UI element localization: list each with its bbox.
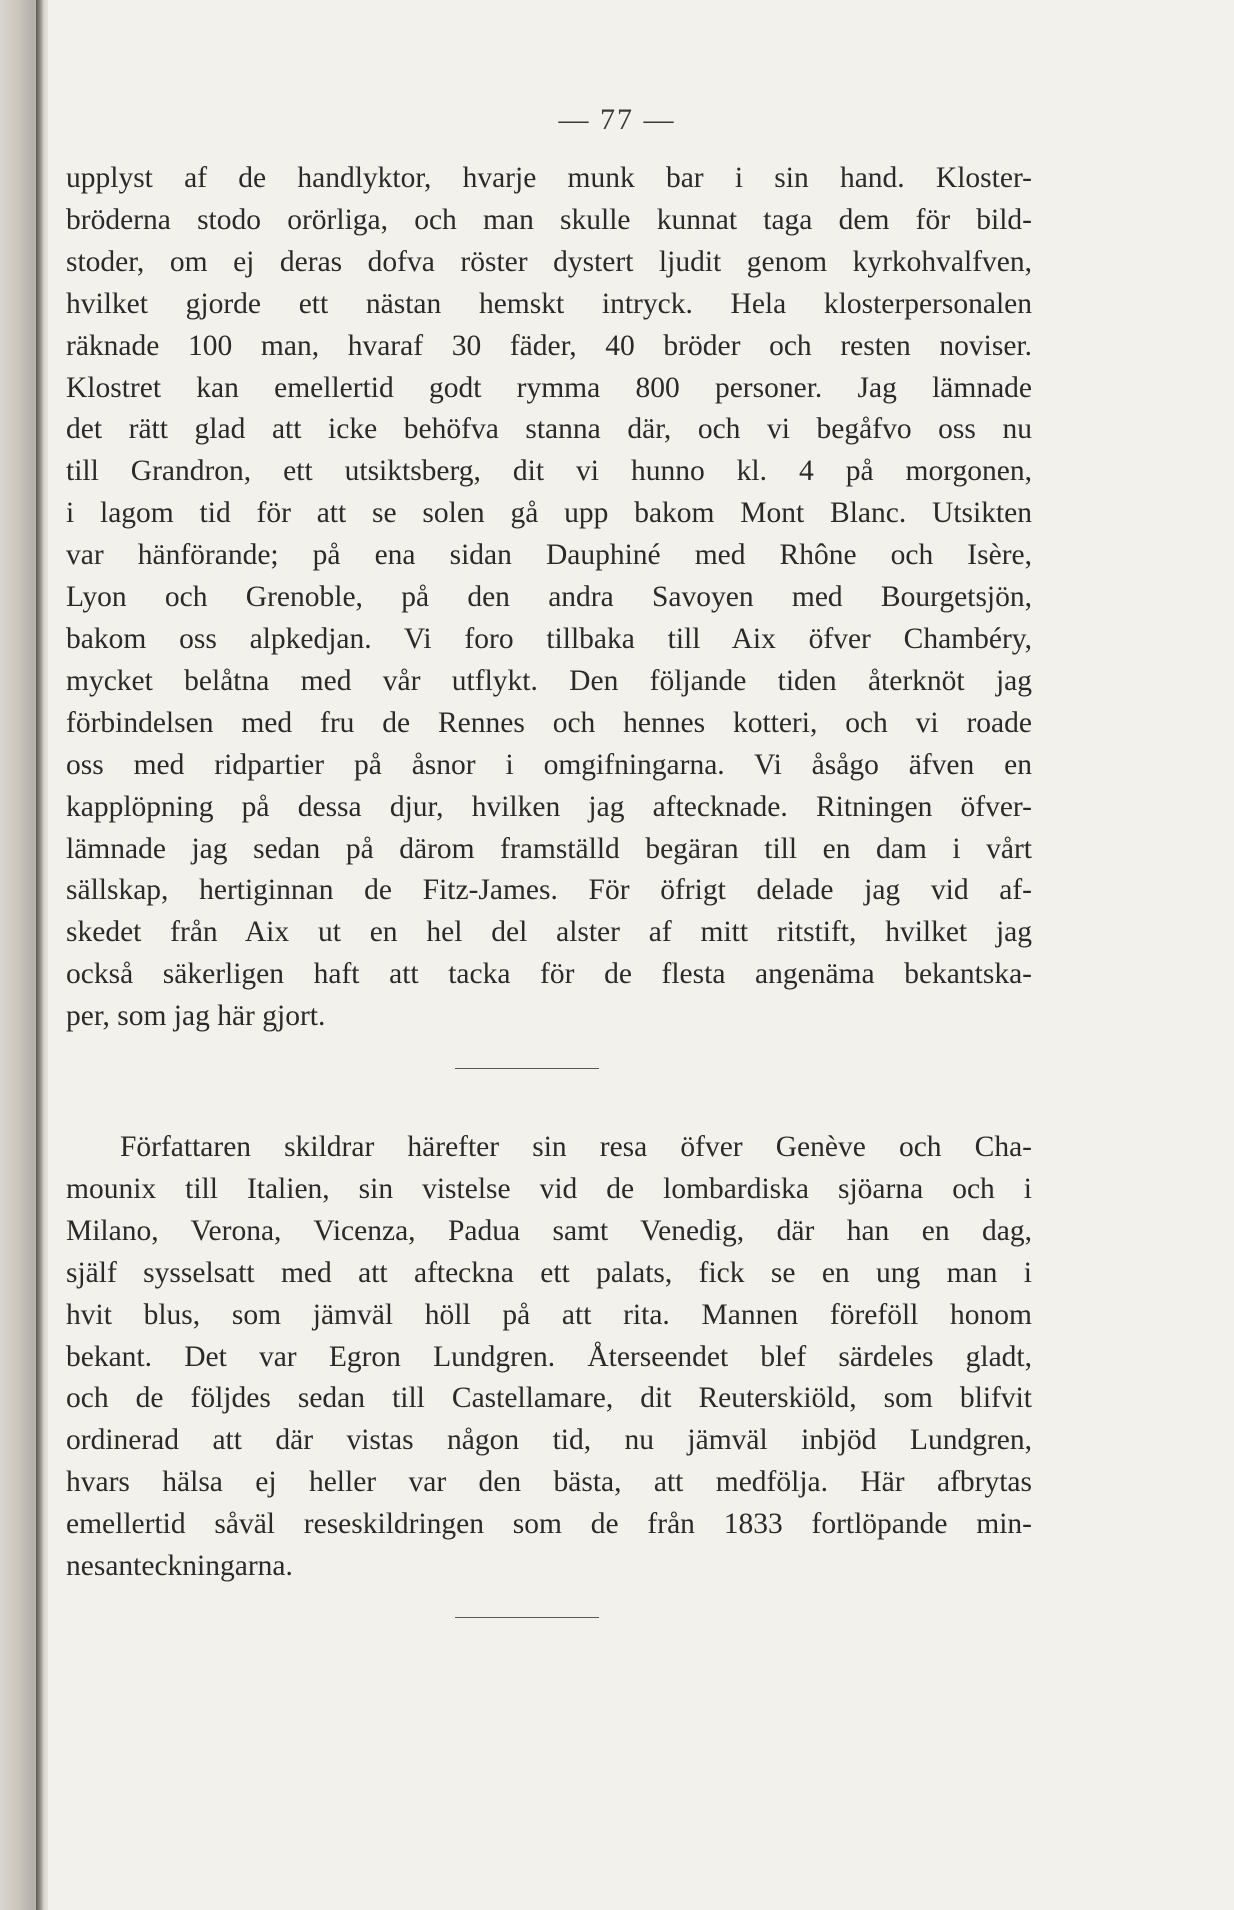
text-line: också säkerligen haft att tacka för de flesta angenäma bekantska-	[66, 958, 1032, 991]
text-line: till Grandron, ett utsiktsberg, dit vi hunno kl. 4 på morgonen,	[66, 455, 1032, 488]
text-line: emellertid såväl reseskildringen som de från 1833 fortlöpande min-	[66, 1508, 1032, 1541]
text-line: Milano, Verona, Vicenza, Padua samt Venedig, där han en dag,	[66, 1214, 1032, 1247]
text-line: oss med ridpartier på åsnor i omgifningarna. Vi åsågo äfven en	[66, 748, 1032, 781]
text-line: var hänförande; på ena sidan Dauphiné med Rhône och Isère,	[66, 539, 1032, 572]
text-line: det rätt glad att icke behöfva stanna där, och vi begåfvo oss nu	[66, 413, 1032, 446]
text-line: hvit blus, som jämväl höll på att rita. Mannen föreföll honom	[66, 1298, 1032, 1331]
text-line: Klostret kan emellertid godt rymma 800 personer. Jag lämnade	[66, 371, 1032, 404]
text-line: per, som jag här gjort.	[66, 1000, 326, 1033]
text-line: bakom oss alpkedjan. Vi foro tillbaka till Aix öfver Chambéry,	[66, 622, 1032, 655]
text-line: skedet från Aix ut en hel del alster af mitt ritstift, hvilket jag	[66, 916, 1032, 949]
text-line: hvars hälsa ej heller var den bästa, att medfölja. Här afbrytas	[66, 1466, 1032, 1499]
text-line: bröderna stodo orörliga, och man skulle kunnat taga dem för bild-	[66, 203, 1032, 236]
text-line: själf sysselsatt med att afteckna ett palats, fick se en ung man i	[66, 1256, 1032, 1289]
main-paragraph	[66, 158, 1032, 1038]
text-line: kapplöpning på dessa djur, hvilken jag aftecknade. Ritningen öfver-	[66, 790, 1032, 823]
text-line: upplyst af de handlyktor, hvarje munk bar i sin hand. Kloster-	[66, 162, 1032, 194]
text-line: bekant. Det var Egron Lundgren. Återseendet blef särdeles gladt,	[66, 1340, 1032, 1373]
text-line: mounix till Italien, sin vistelse vid de lombardiska sjöarna och i	[66, 1172, 1032, 1205]
text-line: Författaren skildrar härefter sin resa öfver Genève och Cha-	[120, 1131, 1032, 1163]
editor-note-paragraph	[66, 1127, 1032, 1588]
section-divider	[455, 1068, 599, 1069]
text-line: stoder, om ej deras dofva röster dystert ljudit genom kyrkohvalfven,	[66, 245, 1032, 278]
end-divider	[455, 1617, 599, 1618]
text-line: ordinerad att där vistas någon tid, nu jämväl inbjöd Lundgren,	[66, 1424, 1032, 1457]
text-line: hvilket gjorde ett nästan hemskt intryck. Hela klosterpersonalen	[66, 287, 1032, 320]
text-line: och de följdes sedan till Castellamare, dit Reuterskiöld, som blifvit	[66, 1382, 1032, 1415]
page-number: — 77 —	[558, 103, 676, 136]
text-line: förbindelsen med fru de Rennes och hennes kotteri, och vi roade	[66, 706, 1032, 739]
text-line: nesanteckningarna.	[66, 1550, 293, 1583]
text-line: sällskap, hertiginnan de Fitz-James. För öfrigt delade jag vid af-	[66, 874, 1032, 907]
text-line: lämnade jag sedan på därom framställd begäran till en dam i vårt	[66, 832, 1032, 865]
page-edge-shadow	[36, 0, 44, 1910]
text-line: räknade 100 man, hvaraf 30 fäder, 40 bröder och resten noviser.	[66, 329, 1032, 362]
text-line: mycket belåtna med vår utflykt. Den följande tiden återknöt jag	[66, 664, 1032, 697]
text-line: Lyon och Grenoble, på den andra Savoyen med Bourgetsjön,	[66, 581, 1032, 614]
text-line: i lagom tid för att se solen gå upp bakom Mont Blanc. Utsikten	[66, 497, 1032, 530]
